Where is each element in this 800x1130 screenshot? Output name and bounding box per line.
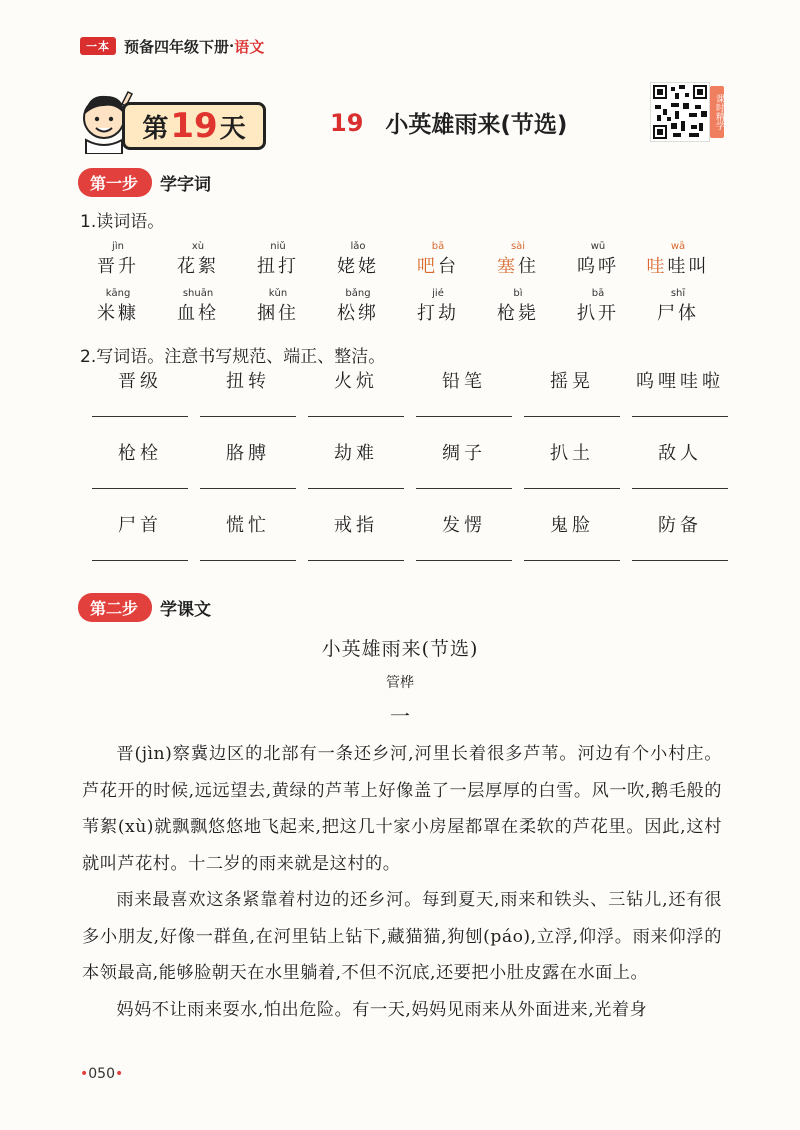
lesson-number: 19 [330,108,364,137]
answer-line[interactable] [92,416,188,417]
question-1-label: 1.读词语。 [80,212,165,232]
write-word: 尸首 [118,515,162,536]
write-word: 敌人 [658,443,702,464]
write-word-cell [632,442,728,489]
read-word [638,287,718,327]
write-word-cell [200,442,296,489]
page-number-value: 050 [88,1066,115,1082]
pinyin: bì [513,288,523,299]
step-1-pill: 第一步 [78,168,152,197]
hanzi-word [558,254,638,280]
hanzi-word [398,254,478,280]
write-word: 呜哩哇啦 [636,371,724,392]
read-word [638,240,718,280]
hanzi-rest: 松绑 [337,303,379,324]
write-word: 晋级 [118,371,162,392]
running-header [80,34,264,58]
hanzi-word [238,254,318,280]
article-author: 管桦 [386,675,414,691]
article-title: 小英雄雨来(节选) [321,638,479,660]
page-number [80,1066,123,1082]
step-1-title: 学字词 [160,175,212,195]
write-word: 戒指 [334,515,378,536]
page-dot-right: • [115,1066,124,1082]
step-2-header [78,593,211,622]
write-word-cell [92,514,188,561]
step-2-pill: 第二步 [78,593,152,622]
answer-line[interactable] [308,560,404,561]
brand-logo: 一本 [80,37,116,55]
answer-line[interactable] [416,416,512,417]
answer-line[interactable] [308,416,404,417]
hanzi-word [318,254,398,280]
write-word-cell [200,514,296,561]
write-word-cell [200,370,296,417]
qr-tag: 课时精学 [710,86,724,138]
pinyin: jié [432,288,444,299]
read-word [478,240,558,280]
answer-line[interactable] [92,560,188,561]
write-word-cell [92,442,188,489]
pinyin: bā [591,288,605,299]
write-word-cell [308,370,404,417]
write-word-cell [416,442,512,489]
hanzi-rest: 哇叫 [667,256,710,277]
pinyin: lǎo [350,241,366,252]
write-word-cell [416,370,512,417]
day-badge [76,88,266,154]
qr-section[interactable] [650,82,726,146]
write-word-cell [632,370,728,417]
write-word-cell [524,514,620,561]
hanzi-rest: 捆住 [257,303,299,324]
answer-line[interactable] [524,488,620,489]
write-word: 慌忙 [226,515,270,536]
pinyin: xù [191,241,205,252]
write-word: 绸子 [442,443,486,464]
day-suffix: 天 [219,113,246,144]
day-number: 19 [170,106,218,146]
hanzi-rest: 米糠 [97,303,139,324]
step-1-header [78,168,211,197]
pinyin: kǔn [268,288,288,299]
pinyin: shī [670,288,686,299]
read-word [238,287,318,327]
article-paragraph-1: 晋(jìn)察冀边区的北部有一条还乡河,河里长着很多芦苇。河边有个小村庄。芦花开的时候,远远望去,黄绿的芦苇上好像盖了一层厚厚的白雪。风一吹,鹅毛般的苇絮(xù)就飘飘悠悠地飞起来,把这几十家小房屋都罩在柔软的芦花里。因此,这村就叫芦花村。十二岁的雨来就是这村的。 [82,744,722,874]
hanzi-word [398,301,478,327]
write-word-cell [524,370,620,417]
answer-line[interactable] [308,488,404,489]
answer-line[interactable] [200,560,296,561]
hanzi-rest: 扭打 [257,256,299,277]
read-word [478,287,558,327]
write-word: 胳膊 [226,443,270,464]
write-word-cell [308,514,404,561]
header-separator: · [229,37,235,55]
write-word-cell [416,514,512,561]
hanzi-rest: 尸体 [657,303,699,324]
hanzi-word [318,301,398,327]
hanzi-word [478,301,558,327]
write-word: 鬼脸 [550,515,594,536]
read-word [318,240,398,280]
answer-line[interactable] [632,488,728,489]
hanzi-word [158,254,238,280]
pinyin: bā [431,241,445,252]
hanzi-word [558,301,638,327]
day-badge-box [122,102,266,150]
pinyin: kāng [105,288,131,299]
pinyin: sài [510,241,526,252]
pinyin: jìn [112,241,124,252]
read-word [398,240,478,280]
hanzi-rest: 花絮 [177,256,219,277]
hanzi-word [478,254,558,280]
write-word: 发愣 [442,515,486,536]
article-part-number: 一 [390,704,410,728]
read-word [558,240,638,280]
hanzi-highlight: 吧 [417,256,438,277]
book-title: 预备四年级下册 [124,37,230,56]
hanzi-rest: 枪毙 [497,303,539,324]
lesson-heading [330,106,567,139]
hanzi-word [638,254,718,280]
answer-line[interactable] [200,488,296,489]
book-subject: 语文 [234,37,265,56]
write-word-cell [92,370,188,417]
pinyin: wā [670,241,686,252]
hanzi-word [78,254,158,280]
answer-line[interactable] [416,488,512,489]
hanzi-rest: 台 [438,256,459,277]
question-2-label: 2.写词语。注意书写规范、端正、整洁。 [80,347,386,367]
article-body [82,736,722,1028]
answer-line[interactable] [632,560,728,561]
day-prefix: 第 [142,113,169,144]
write-word: 防备 [658,515,702,536]
step-2-title: 学课文 [160,600,212,620]
article-paragraph-3: 妈妈不让雨来耍水,怕出危险。有一天,妈妈见雨来从外面进来,光着身 [116,999,648,1020]
hanzi-word [638,301,718,327]
read-word [318,287,398,327]
answer-line[interactable] [524,416,620,417]
answer-line[interactable] [200,416,296,417]
answer-line[interactable] [92,488,188,489]
write-word-cell [524,442,620,489]
pinyin: bǎng [345,288,371,299]
write-word-cell [632,514,728,561]
qr-code-icon[interactable] [650,82,710,142]
write-word: 枪栓 [118,443,162,464]
write-word: 铅笔 [442,371,486,392]
hanzi-word [238,301,318,327]
hanzi-rest: 打劫 [417,303,459,324]
read-word [78,287,158,327]
hanzi-rest: 呜呼 [577,256,619,277]
read-word [158,287,238,327]
read-word [158,240,238,280]
hanzi-highlight: 塞 [497,256,518,277]
write-word: 扒土 [550,443,594,464]
pinyin: shuān [182,288,214,299]
answer-line[interactable] [632,416,728,417]
write-word: 劫难 [334,443,378,464]
hanzi-word [78,301,158,327]
pinyin: niǔ [270,241,286,252]
read-word [238,240,318,280]
write-word-cell [308,442,404,489]
hanzi-highlight: 哇 [646,256,668,277]
answer-line[interactable] [416,560,512,561]
write-word: 摇晃 [550,371,594,392]
read-word [398,287,478,327]
read-word [78,240,158,280]
hanzi-rest: 扒开 [577,303,619,324]
hanzi-rest: 住 [518,256,539,277]
hanzi-rest: 血栓 [177,303,219,324]
hanzi-rest: 晋升 [97,256,139,277]
hanzi-rest: 姥姥 [337,256,379,277]
answer-line[interactable] [524,560,620,561]
page-dot-left: • [80,1066,89,1082]
article-paragraph-2: 雨来最喜欢这条紧靠着村边的还乡河。每到夏天,雨来和铁头、三钻儿,还有很多小朋友,好像一群鱼,在河里钻上钻下,藏猫猫,狗刨(páo),立浮,仰浮。雨来仰浮的本领最高,能够脸朝天在水里躺着,不但不沉底,还要把小肚皮露在水面上。 [82,890,722,983]
write-word: 扭转 [226,371,270,392]
write-word: 火炕 [334,371,378,392]
hanzi-word [158,301,238,327]
read-word [558,287,638,327]
pinyin: wū [590,241,606,252]
lesson-title: 小英雄雨来(节选) [385,112,568,138]
